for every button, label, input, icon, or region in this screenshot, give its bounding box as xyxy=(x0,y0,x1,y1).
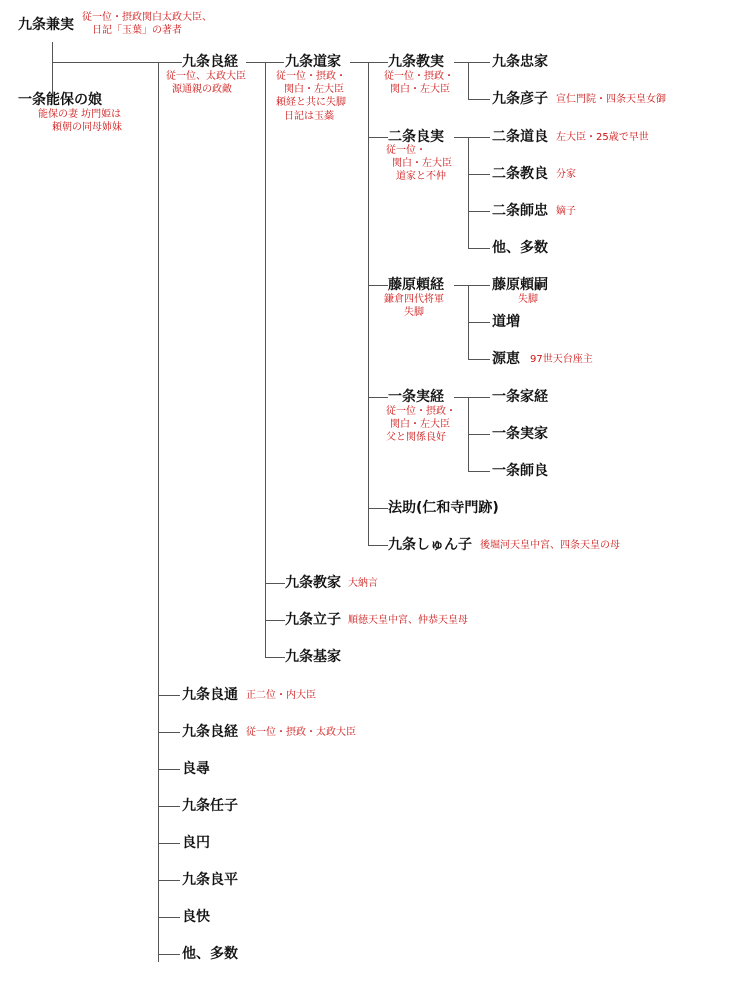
note-norizane-2: 関白・左大臣 xyxy=(390,84,450,95)
person-yoshitsune1: 九条良経 xyxy=(182,54,238,70)
person-tadaie: 九条忠家 xyxy=(492,54,548,70)
note-yoshitsune1-1: 従一位、太政大臣 xyxy=(166,71,246,82)
person-yoritsugu: 藤原頼嗣 xyxy=(492,277,548,293)
note-norizane-1: 従一位・摂政・ xyxy=(384,71,454,82)
person-michiie: 九条道家 xyxy=(285,54,341,70)
person-sanetsune: 一条実経 xyxy=(388,389,444,405)
connector-line xyxy=(265,583,285,584)
connector-line xyxy=(350,62,388,63)
connector-line xyxy=(468,62,469,99)
note-wife-1: 能保の妻 坊門姫は xyxy=(38,109,122,120)
person-dozo: 道増 xyxy=(492,314,520,330)
person-nijo-norizane: 二条教良 xyxy=(492,166,548,182)
note-yoshitsune1-2: 源通親の政敵 xyxy=(172,84,232,95)
note-yoritsune-2: 失脚 xyxy=(404,307,424,318)
connector-line xyxy=(468,434,490,435)
note-yoshimichi: 正二位・内大臣 xyxy=(246,690,316,701)
person-genkei: 源恵 xyxy=(492,351,520,367)
connector-line xyxy=(158,843,180,844)
connector-line xyxy=(158,954,180,955)
note-noriie: 大納言 xyxy=(348,578,378,589)
note-wife-2: 頼朝の同母姉妹 xyxy=(52,122,122,133)
connector-line xyxy=(368,508,388,509)
person-ietsune: 一条家経 xyxy=(492,389,548,405)
note-hikoko: 宣仁門院・四条天皇女御 xyxy=(556,94,666,105)
person-ryojin: 良尋 xyxy=(182,761,210,777)
note-genkei: 97世天台座主 xyxy=(530,354,593,365)
note-kanezane-1: 従一位・摂政関白太政大臣、 xyxy=(82,12,212,23)
connector-line xyxy=(468,359,490,360)
person-shunshi: 九条しゅん子 xyxy=(388,537,472,553)
note-yoshizane-2: 関白・左大臣 xyxy=(392,158,452,169)
connector-line xyxy=(468,174,490,175)
person-ryokai: 良快 xyxy=(182,909,210,925)
person-norizane: 九条教実 xyxy=(388,54,444,70)
connector-line xyxy=(454,137,490,138)
connector-line xyxy=(468,99,490,100)
note-michiie-4: 日記は玉蘂 xyxy=(284,111,334,122)
note-morotada: 嫡子 xyxy=(556,206,576,217)
person-kanezane: 九条兼実 xyxy=(18,17,74,33)
person-morotada: 二条師忠 xyxy=(492,203,548,219)
note-sanetsune-1: 従一位・摂政・ xyxy=(386,406,456,417)
note-sanetsune-2: 関白・左大臣 xyxy=(390,419,450,430)
connector-line xyxy=(158,695,180,696)
person-ryoen: 良円 xyxy=(182,835,210,851)
note-nijo-norizane: 分家 xyxy=(556,169,576,180)
person-moroyoshi: 一条師良 xyxy=(492,463,548,479)
person-hojo: 法助(仁和寺門跡) xyxy=(388,500,499,516)
note-michiie-1: 従一位・摂政・ xyxy=(276,71,346,82)
connector-line xyxy=(158,917,180,918)
connector-line xyxy=(468,322,490,323)
note-michiie-2: 関白・左大臣 xyxy=(284,84,344,95)
note-shunshi: 後堀河天皇中宮、四条天皇の母 xyxy=(480,540,620,551)
connector-line xyxy=(468,211,490,212)
connector-line xyxy=(368,137,388,138)
note-yoritsune-1: 鎌倉四代将軍 xyxy=(384,294,444,305)
connector-line xyxy=(454,397,490,398)
connector-line xyxy=(265,62,266,658)
connector-line xyxy=(265,620,285,621)
person-hikoko: 九条彦子 xyxy=(492,91,548,107)
connector-line xyxy=(265,657,285,658)
connector-line xyxy=(368,285,388,286)
person-others2: 他、多数 xyxy=(182,946,238,962)
connector-line xyxy=(468,471,490,472)
note-sanetsune-3: 父と関係良好 xyxy=(386,432,446,443)
connector-line xyxy=(158,880,180,881)
person-ninshi: 九条任子 xyxy=(182,798,238,814)
note-michiyoshi: 左大臣・25歳で早世 xyxy=(556,132,649,143)
note-ritsushi: 順徳天皇中宮、仲恭天皇母 xyxy=(348,615,468,626)
person-motoie: 九条基家 xyxy=(285,649,341,665)
connector-line xyxy=(368,397,388,398)
person-ritsushi: 九条立子 xyxy=(285,612,341,628)
connector-line xyxy=(52,62,182,63)
person-others1: 他、多数 xyxy=(492,240,548,256)
person-yoshihira: 九条良平 xyxy=(182,872,238,888)
connector-line xyxy=(454,62,490,63)
note-kanezane-2: 日記「玉葉」の著者 xyxy=(92,25,182,36)
connector-line xyxy=(158,62,159,962)
note-yoshitsune2: 従一位・摂政・太政大臣 xyxy=(246,727,356,738)
person-yoshizane: 二条良実 xyxy=(388,129,444,145)
person-yoshitsune2: 九条良経 xyxy=(182,724,238,740)
person-yoritsune: 藤原頼経 xyxy=(388,277,444,293)
connector-line xyxy=(158,806,180,807)
person-wife: 一条能保の娘 xyxy=(18,92,102,108)
note-yoshizane-1: 従一位・ xyxy=(386,145,426,156)
connector-line xyxy=(52,42,53,94)
connector-line xyxy=(368,62,369,546)
person-noriie: 九条教家 xyxy=(285,575,341,591)
person-michiyoshi: 二条道良 xyxy=(492,129,548,145)
connector-line xyxy=(454,285,490,286)
connector-line xyxy=(468,248,490,249)
connector-line xyxy=(158,732,180,733)
person-yoshimichi: 九条良通 xyxy=(182,687,238,703)
person-saneie: 一条実家 xyxy=(492,426,548,442)
connector-line xyxy=(468,137,469,248)
connector-line xyxy=(368,545,388,546)
note-michiie-3: 頼経と共に失脚 xyxy=(276,97,346,108)
note-yoritsugu: 失脚 xyxy=(518,294,538,305)
connector-line xyxy=(158,769,180,770)
note-yoshizane-3: 道家と不仲 xyxy=(396,171,446,182)
